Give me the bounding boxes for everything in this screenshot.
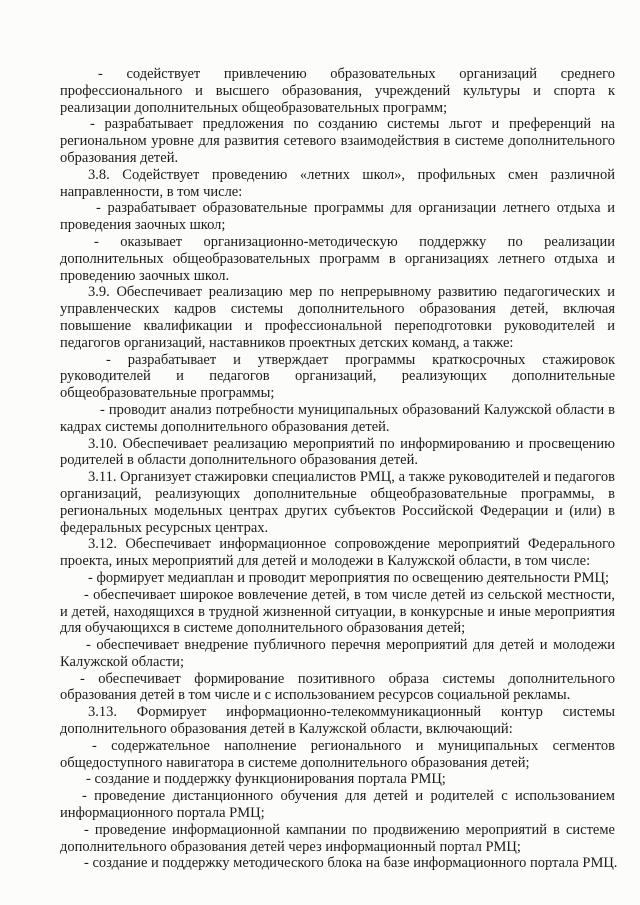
paragraph-1: - содействует привлечению образовательных организаций среднего профессионального и высшего образования, учреждений культуры и спорта к реализации дополнительных общеобразовательных программ; <box>60 66 615 116</box>
document-body <box>60 66 618 872</box>
paragraph-20: - проведение информационной кампании по продвижению мероприятий в системе дополнительного образования детей через информационный портал РМЦ; <box>60 821 615 855</box>
paragraph-3-9: 3.9. Обеспечивает реализацию мер по непрерывному развитию педагогических и управленческих кадров системы дополнительного образования детей, включая повышение квалификации и профессиональной переподготовки руководителей и педагогов организаций, наставников проектных детских команд, а также: <box>60 284 615 351</box>
paragraph-2: - разрабатывает предложения по созданию системы льгот и преференций на региональном уровне для развития сетевого взаимодействия в системе дополнительного образования детей. <box>60 116 615 166</box>
paragraph-21: - создание и поддержку методического блока на базе информационного портала РМЦ. <box>84 855 618 872</box>
paragraph-17: - содержательное наполнение регионального и муниципальных сегментов общедоступного навигатора в системе дополнительного образования детей; <box>60 737 615 771</box>
paragraph-3-13: 3.13. Формирует информационно-телекоммуникационный контур системы дополнительного образования детей в Калужской области, включающий: <box>60 704 615 738</box>
paragraph-3-12: 3.12. Обеспечивает информационное сопровождение мероприятий Федерального проекта, иных мероприятий для детей и молодежи в Калужской области, в том числе: <box>60 536 615 570</box>
paragraph-8: - проводит анализ потребности муниципальных образований Калужской области в кадрах системы дополнительного образования детей. <box>60 401 615 435</box>
paragraph-4: - разрабатывает образовательные программы для организации летнего отдыха и проведения заочных школ; <box>60 200 615 234</box>
paragraph-19: - проведение дистанционного обучения для детей и родителей с использованием информационного портала РМЦ; <box>60 788 615 822</box>
paragraph-7: - разрабатывает и утверждает программы краткосрочных стажировок руководителей и педагогов организаций, реализующих дополнительные общеобразовательные программы; <box>60 351 615 402</box>
paragraph-15: - обеспечивает формирование позитивного образа системы дополнительного образования детей в том числе и с использованием ресурсов социальной рекламы. <box>60 670 615 704</box>
paragraph-12: - формирует медиаплан и проводит мероприятия по освещению деятельности РМЦ; <box>88 569 610 586</box>
paragraph-5: - оказывает организационно-методическую поддержку по реализации дополнительных общеобразовательных программ в организациях летнего отдыха и проведению заочных школ. <box>60 233 615 284</box>
paragraph-3-10: 3.10. Обеспечивает реализацию мероприятий по информированию и просвещению родителей в области дополнительного образования детей. <box>60 435 615 469</box>
paragraph-3-11: 3.11. Организует стажировки специалистов РМЦ, а также руководителей и педагогов организаций, реализующих дополнительные общеобразовательные программы, в региональных модельных центрах других субъектов Российской Федерации и (или) в федеральных ресурсных центрах. <box>60 469 615 536</box>
paragraph-14: - обеспечивает внедрение публичного перечня мероприятий для детей и молодежи Калужской области; <box>60 637 615 670</box>
paragraph-13: - обеспечивает широкое вовлечение детей, в том числе детей из сельской местности, и детей, находящихся в трудной жизненной ситуации, в конкурсные и иные мероприятия для обучающихся в системе дополнительного образования детей; <box>60 586 615 637</box>
paragraph-3-8: 3.8. Содействует проведению «летних школ», профильных смен различной направленности, в том числе: <box>60 166 615 200</box>
paragraph-18: - создание и поддержку функционирования портала РМЦ; <box>86 771 446 788</box>
